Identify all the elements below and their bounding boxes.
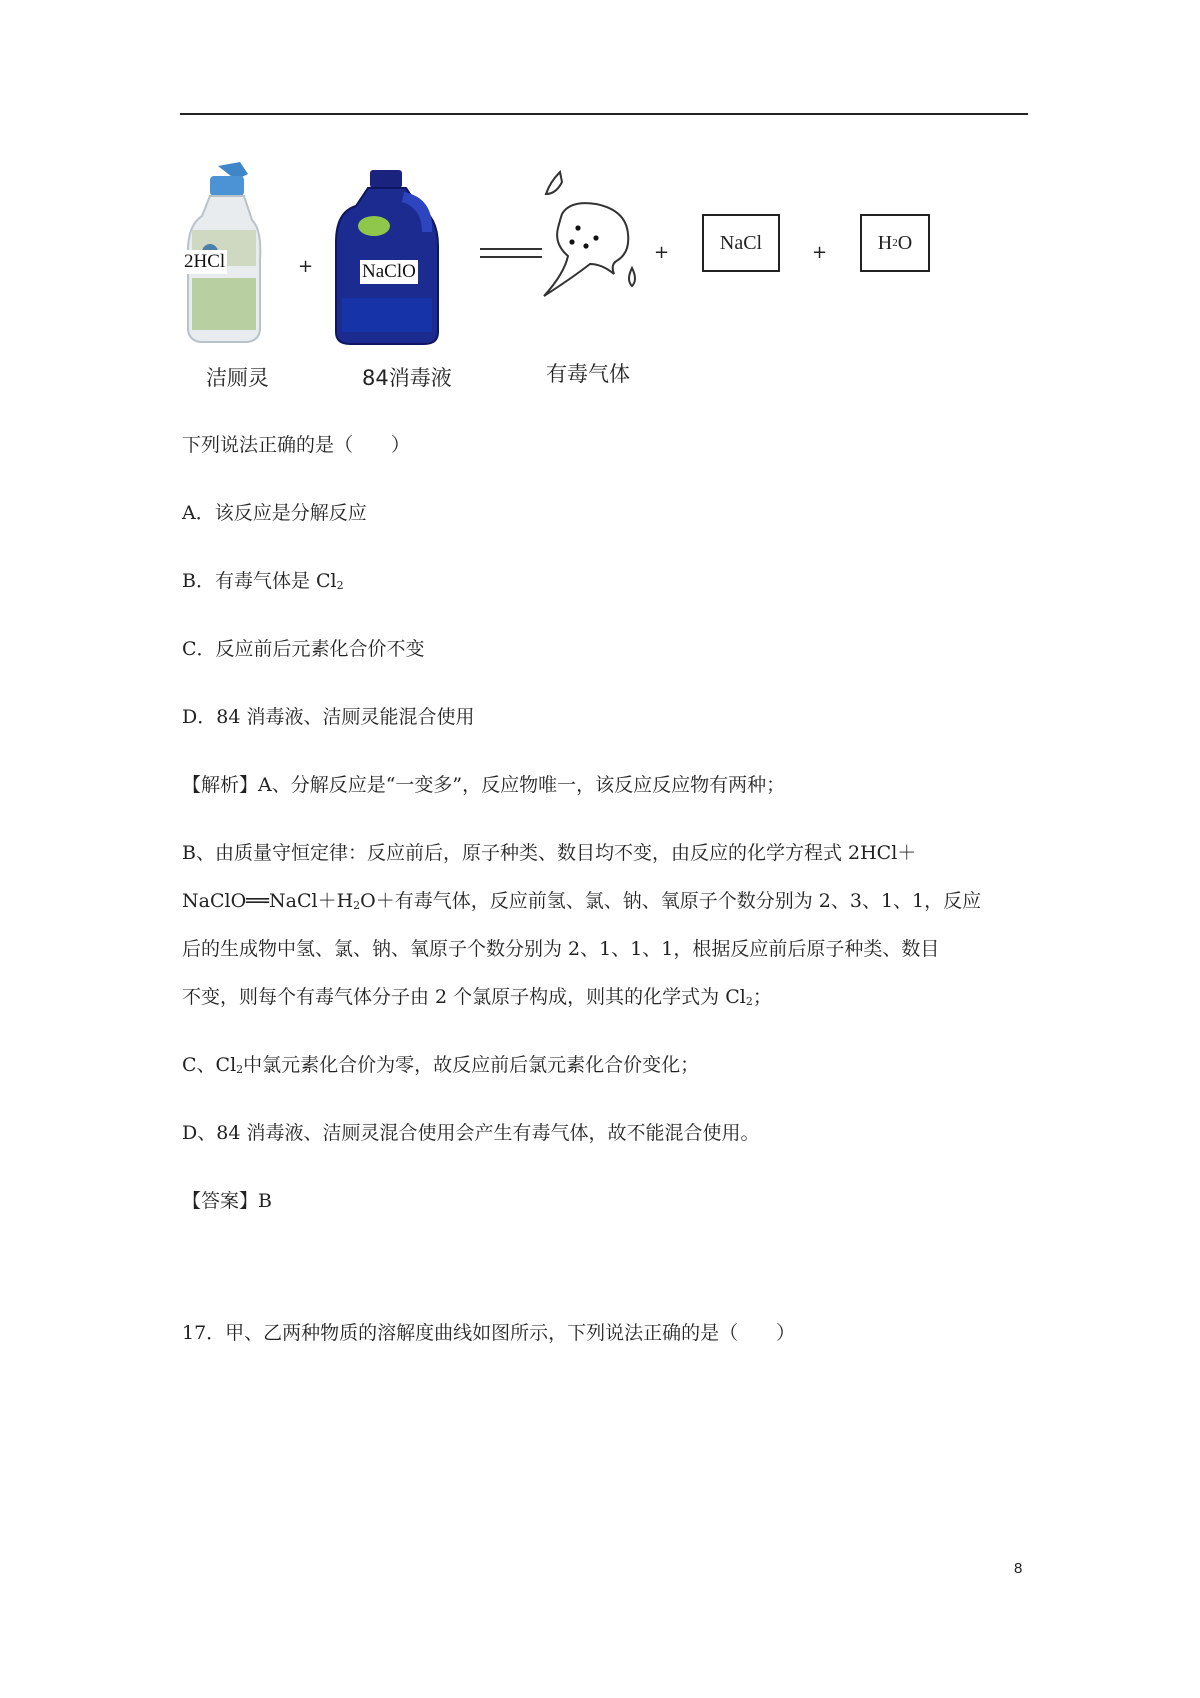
analysis-line-5a: 不变，则每个有毒气体分子由 2 个氯原子构成，则其的化学式为 Cl	[182, 986, 746, 1008]
disinfectant-bottle-icon	[334, 168, 442, 348]
analysis-line-6a: C、Cl	[182, 1054, 237, 1076]
option-b	[182, 566, 344, 593]
option-d: D．84 消毒液、洁厕灵能混合使用	[182, 706, 475, 728]
question-17: 17．甲、乙两种物质的溶解度曲线如图所示，下列说法正确的是（ ）	[182, 1322, 796, 1344]
reaction-figure	[180, 160, 960, 400]
subscript-2: 2	[336, 579, 344, 592]
bottle-label-hcl: 2HCl	[184, 251, 226, 272]
plus-sign: +	[812, 242, 828, 263]
nacl-box	[702, 214, 780, 272]
header-rule	[180, 113, 1028, 115]
analysis-line-3a: NaClO══NaCl＋H	[182, 890, 354, 912]
analysis-line-7: D、84 消毒液、洁厕灵混合使用会产生有毒气体，故不能混合使用。	[182, 1122, 760, 1144]
analysis-line-6	[182, 1050, 699, 1077]
bottle-label-naclo: NaClO	[362, 261, 416, 282]
analysis-line-5	[182, 982, 772, 1009]
label-toilet-cleaner: 洁厕灵	[206, 366, 269, 390]
analysis-line-5b: ；	[752, 986, 772, 1008]
label-toxic-gas: 有毒气体	[546, 362, 630, 386]
plus-sign: +	[654, 242, 670, 263]
analysis-line-6b: 中氯元素化合价为零，故反应前后氯元素化合价变化；	[243, 1054, 700, 1076]
analysis-line-4: 后的生成物中氢、氯、钠、氧原子个数分别为 2、1、1、1，根据反应前后原子种类、数目	[182, 938, 940, 960]
subscript-2: 2	[892, 237, 898, 249]
option-a: A．该反应是分解反应	[182, 502, 367, 524]
option-c: C．反应前后元素化合价不变	[182, 638, 425, 660]
o-text: O	[897, 231, 913, 254]
nacl-text: NaCl	[719, 231, 763, 254]
analysis-line-3	[182, 886, 981, 913]
analysis-line-2: B、由质量守恒定律：反应前后，原子种类、数目均不变，由反应的化学方程式 2HCl＋	[182, 842, 917, 864]
analysis-line-1: 【解析】A、分解反应是“一变多”，反应物唯一，该反应反应物有两种；	[182, 774, 786, 796]
subscript-2: 2	[236, 1063, 244, 1076]
answer: 【答案】B	[182, 1190, 272, 1212]
plus-sign: +	[298, 256, 314, 277]
question-stem: 下列说法正确的是（ ）	[182, 434, 411, 456]
h2o-box	[860, 214, 930, 272]
toxic-gas-icon	[532, 170, 652, 330]
subscript-2: 2	[353, 899, 361, 912]
option-b-text: B．有毒气体是 Cl	[182, 570, 337, 592]
h-text: H	[877, 231, 893, 254]
page-number: 8	[1014, 1560, 1023, 1577]
label-disinfectant: 84消毒液	[362, 366, 452, 390]
subscript-2: 2	[745, 995, 753, 1008]
analysis-line-3b: O＋有毒气体，反应前氢、氯、钠、氧原子个数分别为 2、3、1、1，反应	[360, 890, 982, 912]
